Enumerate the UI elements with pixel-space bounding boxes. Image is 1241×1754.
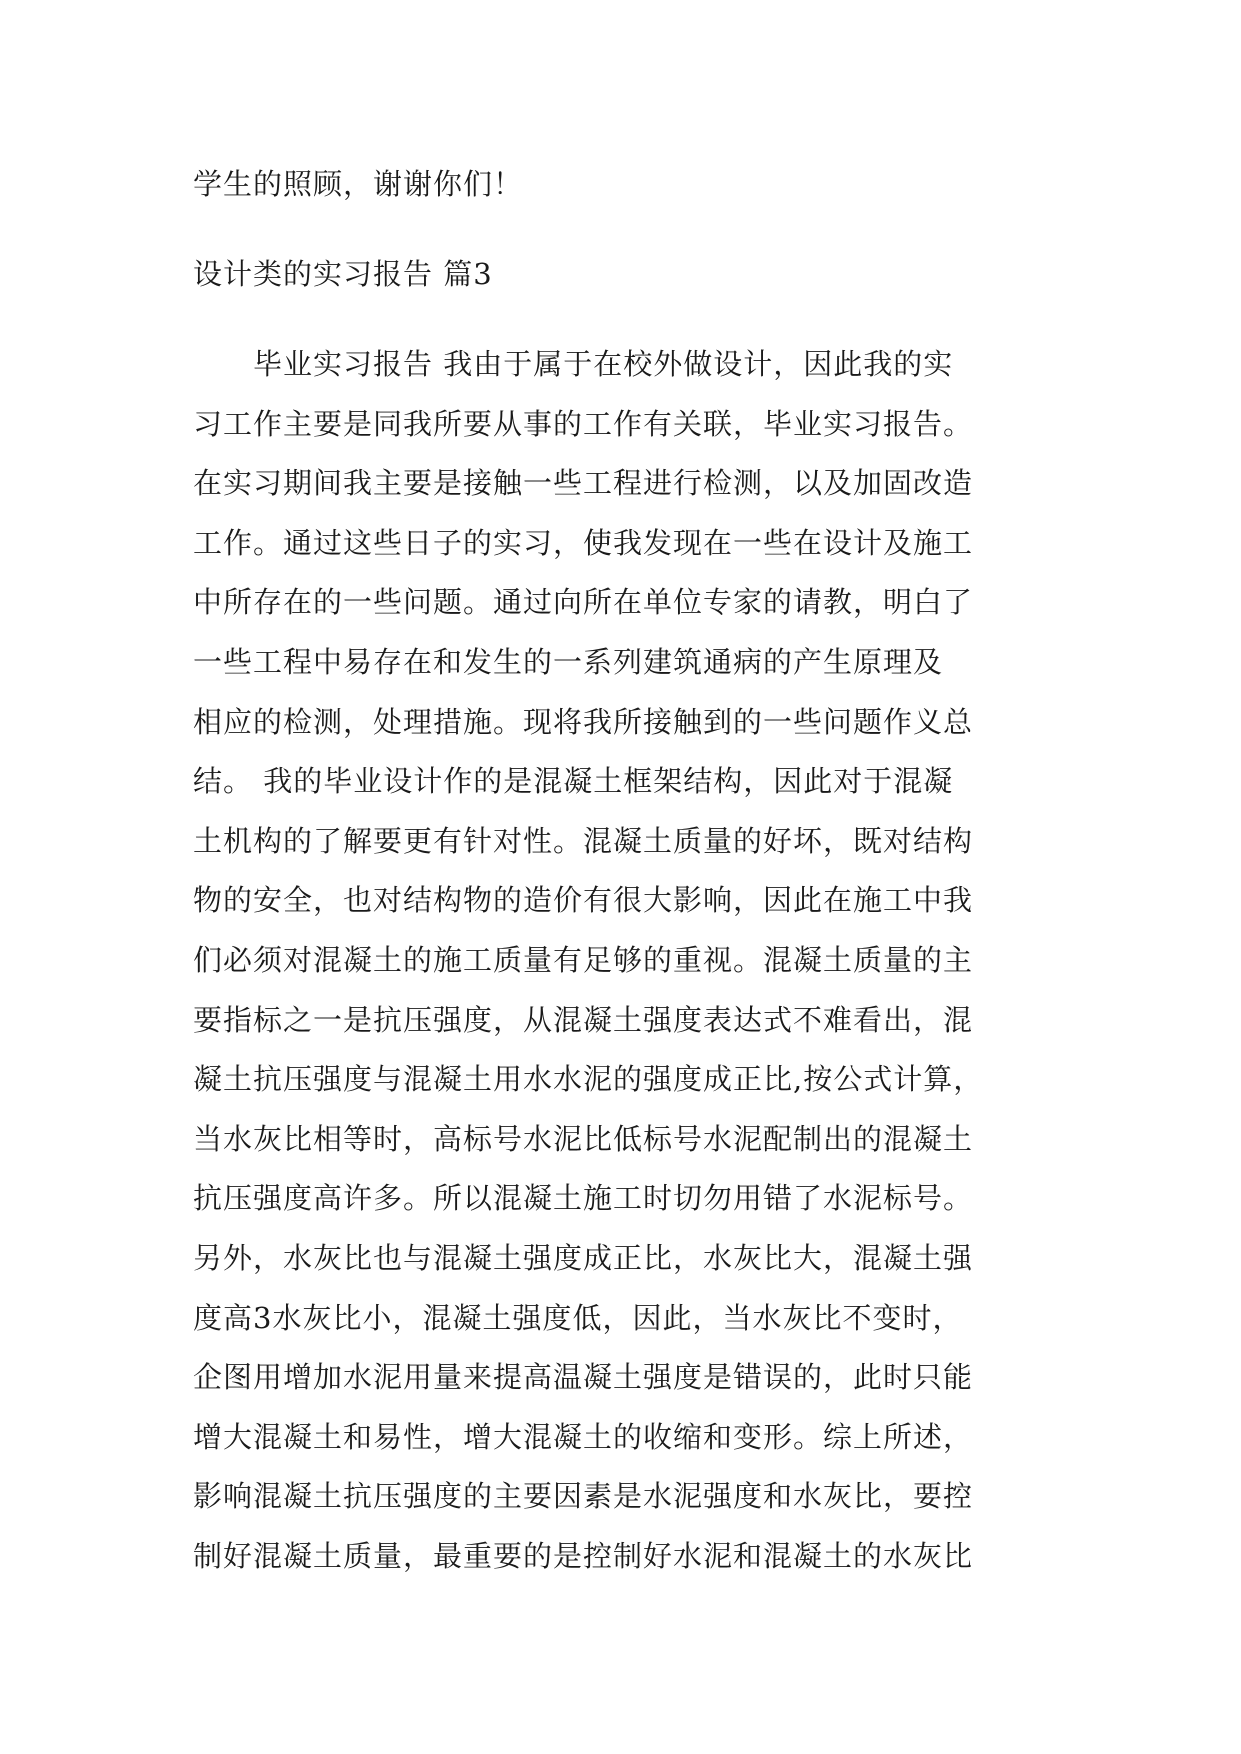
paragraph-line: 一些工程中易存在和发生的一系列建筑通病的产生原理及 bbox=[193, 644, 944, 679]
paragraph-line: 毕业实习报告 我由于属于在校外做设计，因此我的实 bbox=[253, 347, 954, 381]
section-title: 设计类的实习报告 篇3 bbox=[193, 257, 493, 291]
paragraph-line: 习工作主要是同我所要从事的工作有关联，毕业实习报告。 bbox=[193, 406, 974, 441]
paragraph-line: 增大混凝土和易性，增大混凝土的收缩和变形。综上所述， bbox=[193, 1419, 974, 1454]
paragraph-line: 当水灰比相等时，高标号水泥比低标号水泥配制出的混凝土 bbox=[193, 1121, 974, 1156]
closing-line: 学生的照顾，谢谢你们！ bbox=[193, 167, 524, 201]
paragraph-line: 结。 我的毕业设计作的是混凝土框架结构，因此对于混凝 bbox=[193, 764, 954, 799]
paragraph-line: 要指标之一是抗压强度，从混凝土强度表达式不难看出，混 bbox=[193, 1002, 974, 1037]
paragraph-line: 度高3水灰比小，混凝土强度低，因此，当水灰比不变时， bbox=[193, 1300, 963, 1335]
paragraph-line: 制好混凝土质量，最重要的是控制好水泥和混凝土的水灰比 bbox=[193, 1538, 974, 1573]
paragraph-line: 另外，水灰比也与混凝土强度成正比，水灰比大，混凝土强 bbox=[193, 1240, 974, 1275]
paragraph-line: 在实习期间我主要是接触一些工程进行检测，以及加固改造 bbox=[193, 466, 974, 501]
paragraph-line: 企图用增加水泥用量来提高温凝土强度是错误的，此时只能 bbox=[193, 1360, 974, 1395]
paragraph-line: 物的安全，也对结构物的造价有很大影响，因此在施工中我 bbox=[193, 883, 974, 918]
paragraph-line: 们必须对混凝土的施工质量有足够的重视。混凝土质量的主 bbox=[193, 942, 974, 977]
paragraph-line: 影响混凝土抗压强度的主要因素是水泥强度和水灰比，要控 bbox=[193, 1479, 974, 1514]
paragraph-line: 相应的检测，处理措施。现将我所接触到的一些问题作义总 bbox=[193, 704, 974, 739]
paragraph-line: 土机构的了解要更有针对性。混凝土质量的好坏，既对结构 bbox=[193, 823, 974, 858]
paragraph-line: 凝土抗压强度与混凝土用水水泥的强度成正比,按公式计算， bbox=[193, 1062, 984, 1097]
body-paragraph bbox=[193, 344, 1053, 1595]
paragraph-line: 抗压强度高许多。所以混凝土施工时切勿用错了水泥标号。 bbox=[193, 1181, 974, 1216]
paragraph-line: 中所存在的一些问题。通过向所在单位专家的请教，明白了 bbox=[193, 585, 974, 620]
paragraph-line: 工作。通过这些日子的实习，使我发现在一些在设计及施工 bbox=[193, 525, 974, 560]
